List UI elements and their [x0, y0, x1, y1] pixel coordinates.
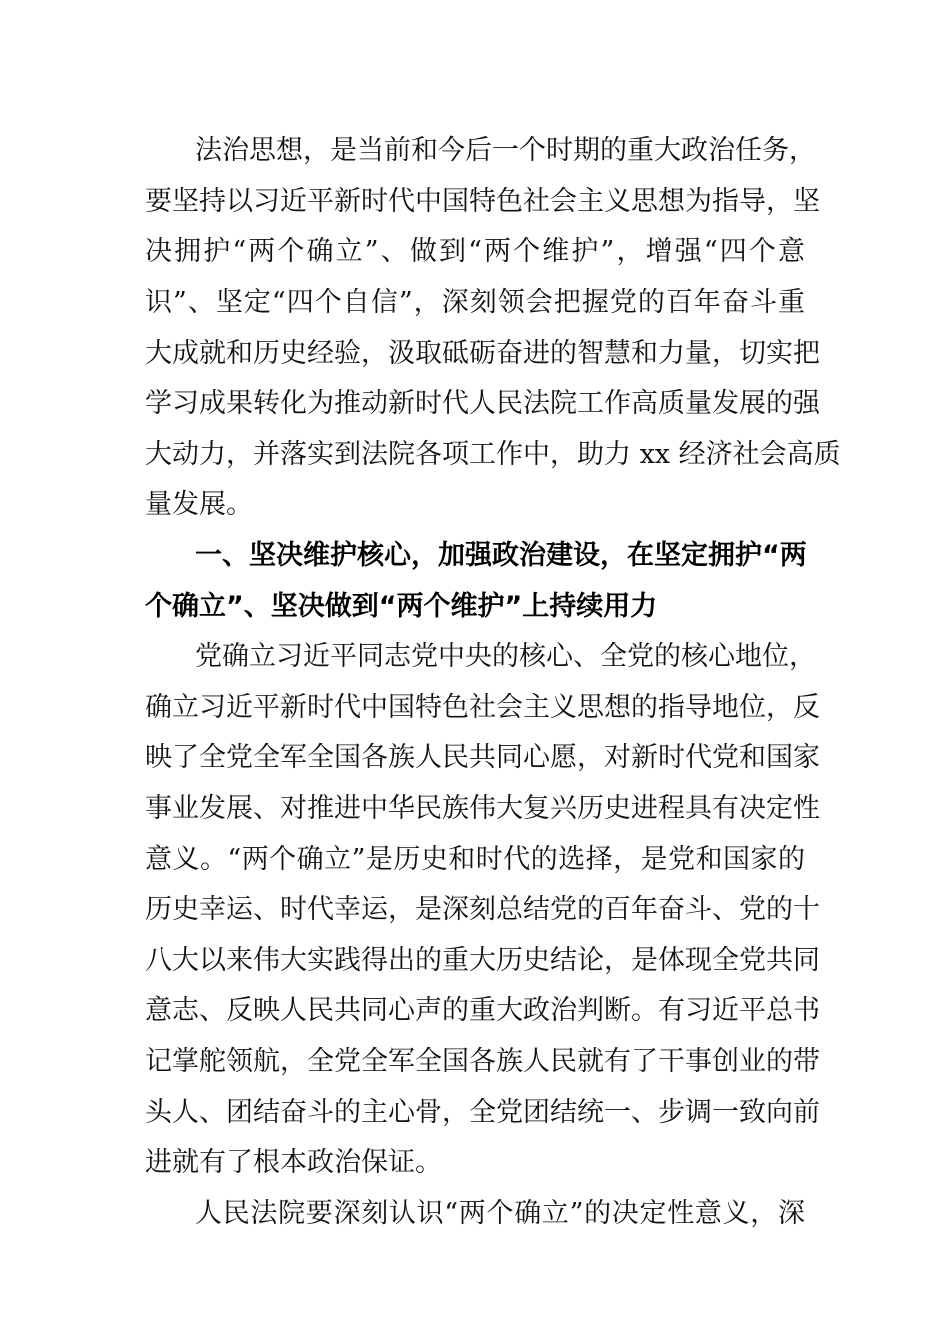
paragraph-2-line-3: 映了全党全军全国各族人民共同心愿，对新时代党和国家: [145, 742, 820, 773]
paragraph-3-line-1: 人民法院要深刻认识“两个确立”的决定性意义，深: [195, 1198, 805, 1229]
paragraph-1-line-7: 大动力，并落实到法院各项工作中，助力 xx 经济社会高质: [145, 439, 841, 470]
paragraph-2-line-6: 历史幸运、时代幸运，是深刻总结党的百年奋斗、党的十: [145, 894, 820, 925]
section-heading-line-1: 一、坚决维护核心，加强政治建设，在坚定拥护“两: [195, 540, 807, 571]
paragraph-2-line-7: 八大以来伟大实践得出的重大历史结论，是体现全党共同: [145, 945, 820, 976]
paragraph-1-line-5: 大成就和历史经验，汲取砥砺奋进的智慧和力量，切实把: [145, 338, 820, 369]
paragraph-1-line-8: 量发展。: [145, 489, 253, 520]
paragraph-1-line-1: 法治思想，是当前和今后一个时期的重大政治任务，: [195, 135, 816, 166]
paragraph-2-line-9: 记掌舵领航，全党全军全国各族人民就有了干事创业的带: [145, 1046, 820, 1077]
paragraph-1-line-4: 识”、坚定“四个自信”，深刻领会把握党的百年奋斗重: [145, 287, 805, 318]
section-heading-line-2: 个确立”、坚决做到“两个维护”上持续用力: [145, 591, 658, 622]
paragraph-2-line-5: 意义。“两个确立”是历史和时代的选择，是党和国家的: [145, 844, 805, 875]
paragraph-1-line-3: 决拥护“两个确立”、做到“两个维护”，增强“四个意: [145, 236, 805, 267]
paragraph-2-line-1: 党确立习近平同志党中央的核心、全党的核心地位，: [195, 641, 816, 672]
paragraph-2-line-2: 确立习近平新时代中国特色社会主义思想的指导地位，反: [145, 692, 820, 723]
paragraph-2-line-10: 头人、团结奋斗的主心骨，全党团结统一、步调一致向前: [145, 1097, 820, 1128]
paragraph-1-line-6: 学习成果转化为推动新时代人民法院工作高质量发展的强: [145, 388, 820, 419]
paragraph-1-line-2: 要坚持以习近平新时代中国特色社会主义思想为指导，坚: [145, 186, 820, 217]
paragraph-2-line-11: 进就有了根本政治保证。: [145, 1147, 442, 1178]
paragraph-2-line-8: 意志、反映人民共同心声的重大政治判断。有习近平总书: [145, 995, 820, 1026]
paragraph-2-line-4: 事业发展、对推进中华民族伟大复兴历史进程具有决定性: [145, 793, 820, 824]
